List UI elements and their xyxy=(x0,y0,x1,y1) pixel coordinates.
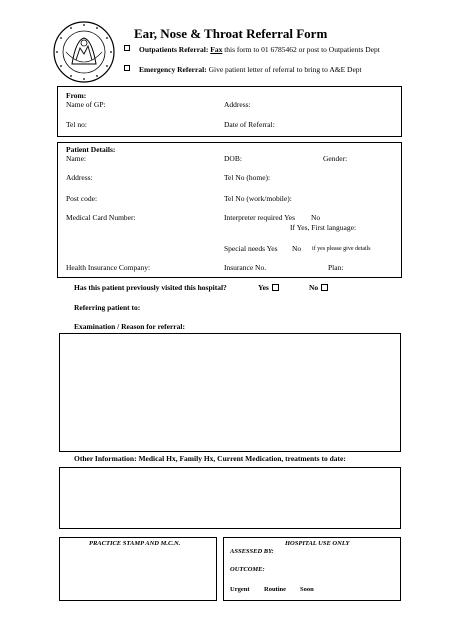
hospital-crest-logo xyxy=(52,20,116,84)
from-heading: From: xyxy=(66,91,87,100)
previous-visit-no-label: No xyxy=(309,283,319,292)
outpatients-referral-line: Outpatients Referral: Fax this form to 01 6785462 or post to Outpatients Dept xyxy=(139,45,380,54)
insurance-no-field[interactable]: Insurance No. xyxy=(224,263,267,272)
name-of-gp-field[interactable]: Name of GP: xyxy=(66,100,106,109)
interpreter-no-option[interactable]: No xyxy=(311,213,321,222)
assessed-by-field[interactable]: ASSESSED BY: xyxy=(230,548,274,555)
emergency-referral-line: Emergency Referral: Give patient letter of referral to bring to A&E Dept xyxy=(139,65,362,74)
special-needs-hint: if yes please give details xyxy=(312,246,371,252)
special-needs-yes-option[interactable]: Special needs Yes xyxy=(224,244,278,253)
health-insurance-field[interactable]: Health Insurance Company: xyxy=(66,263,151,272)
date-of-referral-field[interactable]: Date of Referral: xyxy=(224,120,275,129)
soon-option[interactable]: Soon xyxy=(300,586,314,593)
outpatients-checkbox[interactable] xyxy=(124,45,130,51)
referring-patient-to-label: Referring patient to: xyxy=(74,303,141,312)
patient-name-field[interactable]: Name: xyxy=(66,154,86,163)
tel-home-field[interactable]: Tel No (home): xyxy=(224,173,271,182)
routine-option[interactable]: Routine xyxy=(264,586,287,593)
other-information-label: Other Information: Medical Hx, Family Hx, Current Medication, treatments to date: xyxy=(74,454,346,463)
previous-visit-yes-checkbox[interactable] xyxy=(272,284,279,291)
emergency-checkbox[interactable] xyxy=(124,65,130,71)
patient-details-heading: Patient Details: xyxy=(66,145,116,154)
tel-work-field[interactable]: Tel No (work/mobile): xyxy=(224,194,292,203)
medical-card-field[interactable]: Medical Card Number: xyxy=(66,213,136,222)
other-information-textbox[interactable] xyxy=(59,467,401,529)
hospital-use-label: HOSPITAL USE ONLY xyxy=(285,540,350,547)
first-language-field[interactable]: If Yes, First language: xyxy=(290,223,357,232)
urgent-option[interactable]: Urgent xyxy=(230,586,250,593)
post-code-field[interactable]: Post code: xyxy=(66,194,98,203)
patient-address-field[interactable]: Address: xyxy=(66,173,93,182)
interpreter-yes-option[interactable]: Interpreter required Yes xyxy=(224,213,296,222)
gp-address-field[interactable]: Address: xyxy=(224,100,251,109)
examination-label: Examination / Reason for referral: xyxy=(74,322,185,331)
gender-field[interactable]: Gender: xyxy=(323,154,348,163)
gp-tel-field[interactable]: Tel no: xyxy=(66,120,87,129)
dob-field[interactable]: DOB: xyxy=(224,154,242,163)
outcome-field[interactable]: OUTCOME: xyxy=(230,566,265,573)
from-section-box xyxy=(57,86,402,137)
examination-textbox[interactable] xyxy=(59,333,401,452)
previous-visit-no-checkbox[interactable] xyxy=(321,284,328,291)
plan-field[interactable]: Plan: xyxy=(328,263,344,272)
previous-visit-question: Has this patient previously visited this hospital? xyxy=(74,283,227,292)
previous-visit-yes-label: Yes xyxy=(258,283,269,292)
practice-stamp-label: PRACTICE STAMP AND M.C.N. xyxy=(89,540,181,547)
special-needs-no-option[interactable]: No xyxy=(292,244,302,253)
form-title: Ear, Nose & Throat Referral Form xyxy=(134,26,328,41)
